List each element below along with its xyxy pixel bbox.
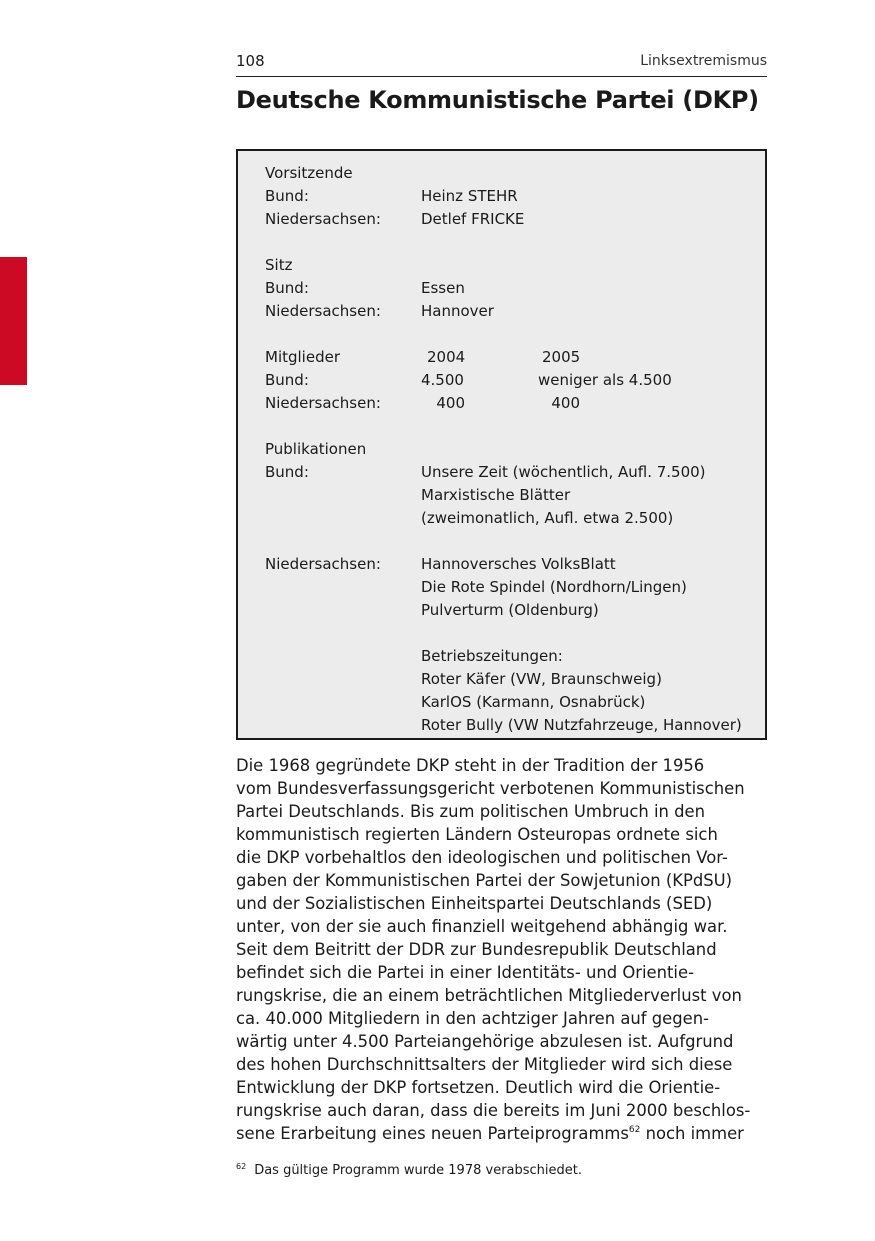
mitglieder-year-2004: 2004 [427,348,466,366]
page-title: Deutsche Kommunistische Partei (DKP) [236,86,759,114]
footnote [236,1162,582,1178]
vorsitzende-nds-label: Niedersachsen: [265,210,381,228]
footnote-number: 62 [236,1162,247,1171]
betriebszeitung-item: Roter Bully (VW Nutzfahrzeuge, Hannover) [421,716,742,734]
chapter-color-tab [0,257,27,385]
betriebszeitungen-heading: Betriebszeitungen: [421,647,563,665]
body-line: wärtig unter 4.500 Parteiangehörige abzulesen ist. Aufgrund [236,1032,734,1051]
body-line: kommunistisch regierten Ländern Osteuropas ordnete sich [236,825,718,844]
body-line: ca. 40.000 Mitgliedern in den achtziger Jahren auf gegen- [236,1009,710,1028]
publikationen-bund-item: (zweimonatlich, Aufl. etwa 2.500) [421,509,674,527]
fact-box [236,149,767,740]
publikationen-nds-item: Hannoversches VolksBlatt [421,555,616,573]
sitz-bund-value: Essen [421,279,465,297]
sitz-nds-value: Hannover [421,302,494,320]
mitglieder-nds-label: Niedersachsen: [265,394,381,412]
publikationen-heading: Publikationen [265,440,367,458]
body-paragraph [236,754,776,1145]
page-header [236,52,767,77]
publikationen-nds-item: Pulverturm (Oldenburg) [421,601,599,619]
betriebszeitung-item: Roter Käfer (VW, Braunschweig) [421,670,662,688]
body-line: vom Bundesverfassungsgericht verbotenen Kommunistischen [236,779,745,798]
publikationen-bund-item: Unsere Zeit (wöchentlich, Aufl. 7.500) [421,463,706,481]
body-line: die DKP vorbehaltlos den ideologischen und politischen Vor- [236,848,728,867]
vorsitzende-heading: Vorsitzende [265,164,353,182]
body-line: rungskrise auch daran, dass die bereits im Juni 2000 beschlos- [236,1101,751,1120]
body-line: Seit dem Beitritt der DDR zur Bundesrepublik Deutschland [236,940,717,959]
mitglieder-nds-2004: 400 [436,394,465,412]
mitglieder-bund-label: Bund: [265,371,309,389]
mitglieder-bund-2005: weniger als 4.500 [538,371,672,389]
body-line: Die 1968 gegründete DKP steht in der Tradition der 1956 [236,756,705,775]
sitz-bund-label: Bund: [265,279,309,297]
footnote-text: Das gültige Programm wurde 1978 verabschiedet. [254,1163,582,1178]
body-text-fragment: sene Erarbeitung eines neuen Parteiprogramms [236,1124,629,1143]
mitglieder-year-2005: 2005 [542,348,581,366]
running-head: Linksextremismus [640,53,767,69]
body-line: Partei Deutschlands. Bis zum politischen Umbruch in den [236,802,706,821]
mitglieder-heading: Mitglieder [265,348,340,366]
mitglieder-bund-2004: 4.500 [421,371,464,389]
sitz-heading: Sitz [265,256,293,274]
body-line: befindet sich die Partei in einer Identitäts- und Orientie- [236,963,694,982]
body-line-last [236,1122,776,1145]
body-line: des hohen Durchschnittsalters der Mitglieder wird sich diese [236,1055,733,1074]
publikationen-bund-item: Marxistische Blätter [421,486,571,504]
mitglieder-nds-2005: 400 [551,394,580,412]
footnote-reference[interactable]: 62 [628,1125,641,1135]
publikationen-bund-label: Bund: [265,463,309,481]
vorsitzende-nds-value: Detlef FRICKE [421,210,525,228]
vorsitzende-bund-value: Heinz STEHR [421,187,518,205]
body-line: rungskrise, die an einem beträchtlichen Mitgliederverlust von [236,986,742,1005]
body-line: und der Sozialistischen Einheitspartei Deutschlands (SED) [236,894,713,913]
body-line: unter, von der sie auch finanziell weitgehend abhängig war. [236,917,728,936]
page-number: 108 [236,52,265,70]
publikationen-nds-label: Niedersachsen: [265,555,381,573]
body-line: Entwicklung der DKP fortsetzen. Deutlich wird die Orientie- [236,1078,721,1097]
sitz-nds-label: Niedersachsen: [265,302,381,320]
body-line: gaben der Kommunistischen Partei der Sowjetunion (KPdSU) [236,871,733,890]
body-text-fragment: noch immer [640,1124,744,1143]
vorsitzende-bund-label: Bund: [265,187,309,205]
betriebszeitung-item: KarlOS (Karmann, Osnabrück) [421,693,646,711]
publikationen-nds-item: Die Rote Spindel (Nordhorn/Lingen) [421,578,687,596]
